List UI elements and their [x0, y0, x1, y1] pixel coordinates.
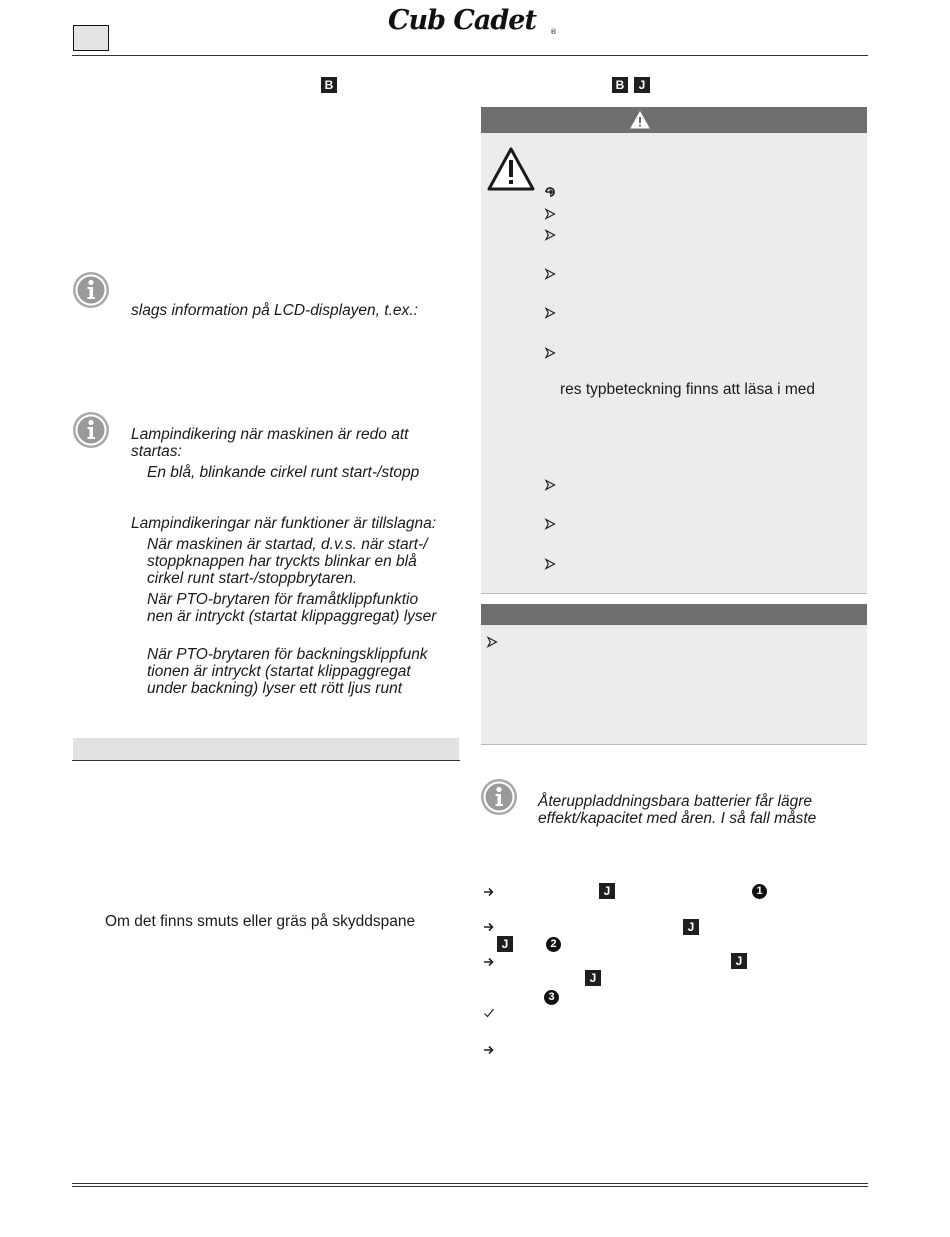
badge-j-right: J: [634, 77, 650, 93]
note-panel-header: [481, 604, 867, 625]
arrowhead-bullet-icon: [544, 479, 556, 491]
started-line1: När maskinen är startad, d.v.s. när start-/: [147, 536, 428, 553]
arrow-right-icon: [483, 886, 495, 898]
footer-rule-double: [72, 1186, 868, 1187]
pto-reverse-line2: tionen är intryckt (startat klippaggregat: [147, 663, 411, 680]
pto-reverse-line3: under backning) lyser ett rött ljus runt: [147, 680, 403, 697]
lamp-functions-text: Lampindikeringar när funktioner är tillslagna:: [131, 515, 436, 532]
lamp-ready-line2: startas:: [131, 443, 182, 460]
dirt-text: Om det finns smuts eller gräs på skyddspane: [105, 913, 416, 930]
section-rule: [72, 760, 460, 761]
arrow-right-icon: [483, 921, 495, 933]
badge-j: J: [731, 953, 747, 969]
warning-triangle-icon: [630, 111, 650, 129]
info-icon: [72, 411, 110, 449]
badge-j: J: [683, 919, 699, 935]
arrowhead-bullet-icon: [544, 347, 556, 359]
step-number-2: 2: [546, 937, 561, 952]
arrowhead-bullet-icon: [544, 307, 556, 319]
warning-panel-header: [481, 107, 867, 133]
info-icon: [72, 271, 110, 309]
warning-panel: [481, 107, 867, 593]
arrow-right-icon: [483, 956, 495, 968]
badge-b-right: B: [612, 77, 628, 93]
pto-reverse-line1: När PTO-brytaren för backningsklippfunk: [147, 646, 428, 663]
badge-j: J: [599, 883, 615, 899]
arrowhead-bullet-icon: [544, 558, 556, 570]
lamp-ready-line1: Lampindikering när maskinen är redo att: [131, 426, 409, 443]
blue-circle-text: En blå, blinkande cirkel runt start-/stopp: [147, 464, 420, 481]
brand-logo: [386, 4, 556, 36]
header-rule: [72, 55, 868, 56]
started-line3: cirkel runt start-/stoppbrytaren.: [147, 570, 358, 587]
registered-mark: ®: [550, 28, 557, 36]
warning-type-text: res typbeteckning finns att läsa i med: [560, 381, 816, 398]
arrowhead-bullet-icon: [544, 518, 556, 530]
started-line2: stoppknappen har tryckts blinkar en blå: [147, 553, 417, 570]
battery-info-line2: effekt/kapacitet med åren. I så fall måste: [538, 810, 817, 827]
badge-b-left: B: [321, 77, 337, 93]
arrowhead-bullet-icon: [544, 268, 556, 280]
pto-forward-line1: När PTO-brytaren för framåtklippfunktio: [147, 591, 419, 608]
circled-arrow-icon: [544, 186, 556, 198]
arrowhead-bullet-icon: [544, 229, 556, 241]
note-panel: [481, 604, 867, 744]
badge-j: J: [497, 936, 513, 952]
page-number-box: [73, 25, 109, 51]
step-number-1: 1: [752, 884, 767, 899]
info1-text: slags information på LCD-displayen, t.ex.:: [131, 302, 418, 319]
footer-rule: [72, 1183, 868, 1184]
warning-panel-bottom-rule: [481, 593, 867, 594]
arrow-right-icon: [483, 1044, 495, 1056]
section-heading-bar: [73, 738, 459, 760]
pto-forward-line2: nen är intryckt (startat klippaggregat) lyser: [147, 608, 437, 625]
battery-info-line1: Återuppladdningsbara batterier får lägre: [538, 793, 813, 810]
check-icon: [483, 1007, 495, 1019]
arrowhead-bullet-icon: [544, 208, 556, 220]
badge-j: J: [585, 970, 601, 986]
arrowhead-bullet-icon: [486, 636, 498, 648]
warning-triangle-icon: [486, 146, 536, 192]
info-icon: [480, 778, 518, 816]
note-panel-bottom-rule: [481, 744, 867, 745]
step-number-3: 3: [544, 990, 559, 1005]
brand-logo-text: Cub Cadet: [388, 5, 536, 36]
